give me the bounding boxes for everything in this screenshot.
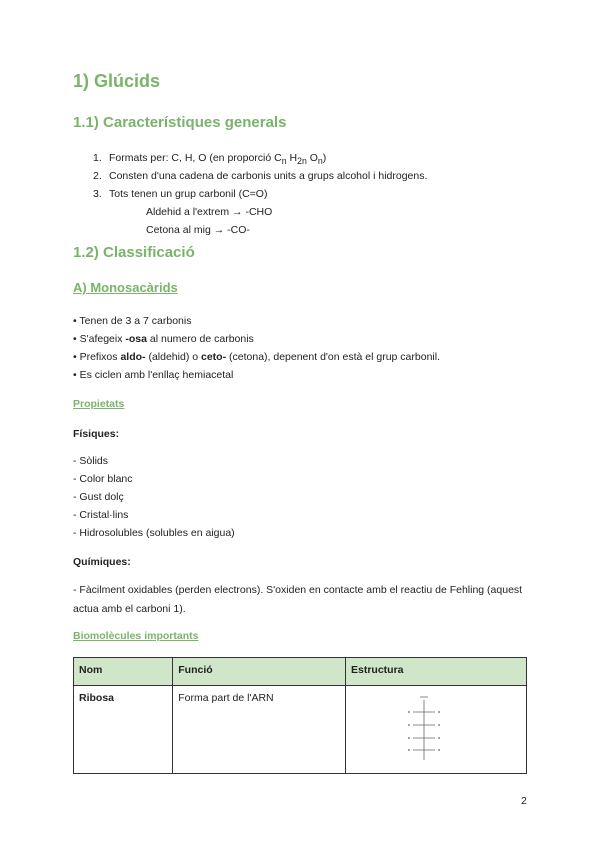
list-item: 3. Tots tenen un grup carbonil (C=O) xyxy=(93,188,268,200)
cell-funcio: Forma part de l'ARN xyxy=(173,686,346,774)
cell-estructura xyxy=(346,686,527,774)
table-header-row xyxy=(74,658,527,686)
ribose-structure-image xyxy=(351,692,521,764)
fisiques-label: Físiques: xyxy=(73,428,120,440)
list-item: • Tenen de 3 a 7 carbonis xyxy=(73,315,192,327)
cetona-line: Cetona al mig → -CO- xyxy=(146,224,250,236)
list-item: - Gust dolç xyxy=(73,491,124,503)
list-item: 2. Consten d'una cadena de carbonis units a grups alcohol i hidrogens. xyxy=(93,170,428,182)
list-item: - Cristal·lins xyxy=(73,509,129,521)
header-funcio: Funció xyxy=(173,658,346,686)
cell-nom: Ribosa xyxy=(74,686,173,774)
bullet-list xyxy=(73,312,440,384)
page-number: 2 xyxy=(521,795,527,807)
numbered-list xyxy=(93,149,427,203)
heading-monosacarids: A) Monosacàrids xyxy=(73,280,178,295)
list-item: • Prefixos aldo- (aldehid) o ceto- (cetona), depenent d'on està el grup carbonil. xyxy=(73,351,440,363)
quimiques-text: - Fàcilment oxidables (perden electrons). S'oxiden en contacte amb el reactiu de Fehling (aquest actua amb el carboni 1). xyxy=(73,584,523,615)
list-item: - Color blanc xyxy=(73,473,133,485)
quimiques-label: Químiques: xyxy=(73,556,131,568)
heading-caracteristiques: 1.1) Característiques generals xyxy=(73,114,287,131)
heading-biomolecules: Biomolècules importants xyxy=(73,630,199,642)
heading-glucids: 1) Glúcids xyxy=(73,71,161,91)
heading-classificacio: 1.2) Classificació xyxy=(73,244,195,261)
heading-propietats: Propietats xyxy=(73,398,125,410)
header-nom: Nom xyxy=(74,658,173,686)
aldehid-line: Aldehid a l'extrem → -CHO xyxy=(146,206,273,218)
fisiques-list xyxy=(73,452,235,542)
list-item: • S'afegeix -osa al numero de carbonis xyxy=(73,333,254,345)
list-item: 1. Formats per: C, H, O (en proporció $C_n$ $H_{2n}$ $O_n$) xyxy=(93,152,327,167)
table-row xyxy=(74,686,527,774)
biomolecules-table xyxy=(73,657,527,774)
header-estructura: Estructura xyxy=(346,658,527,686)
list-item: - Sòlids xyxy=(73,455,109,467)
list-item: • Es ciclen amb l'enllaç hemiacetal xyxy=(73,369,234,381)
list-item: - Hidrosolubles (solubles en aigua) xyxy=(73,527,235,539)
